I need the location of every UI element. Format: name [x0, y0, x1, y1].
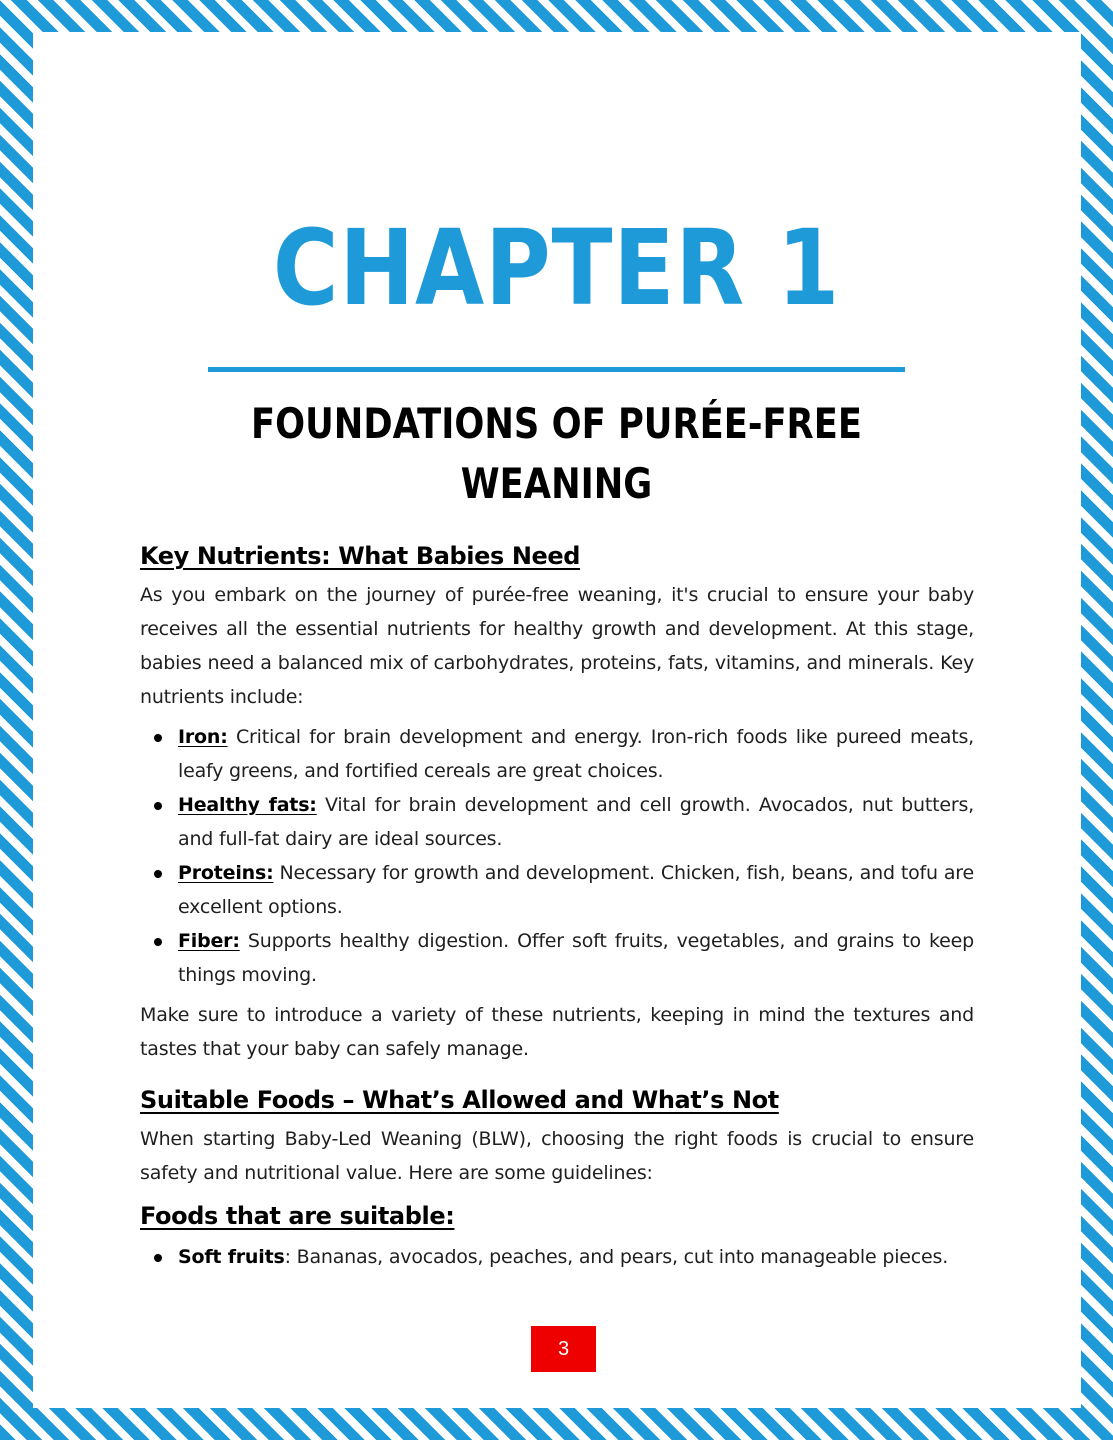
list-item: [140, 720, 974, 788]
nutrient-description: Supports healthy digestion. Offer soft fruits, vegetables, and grains to keep things moving.: [178, 930, 974, 986]
nutrient-description: Vital for brain development and cell growth. Avocados, nut butters, and full-fat dairy are ideal sources.: [178, 794, 974, 850]
bullet-icon: [154, 802, 162, 810]
suitable-foods-subheading: Foods that are suitable:: [140, 1202, 455, 1230]
chapter-subtitle: [89, 394, 1024, 514]
list-item: [140, 924, 974, 992]
list-item: [140, 788, 974, 856]
list-item: [140, 1240, 974, 1274]
key-nutrients-outro: Make sure to introduce a variety of these nutrients, keeping in mind the textures and tastes that your baby can safely manage.: [140, 1004, 974, 1060]
section-heading-suitable-foods: Suitable Foods – What’s Allowed and What’s Not: [140, 1086, 779, 1114]
chapter-title: CHAPTER 1: [272, 207, 841, 329]
page-number: 3: [531, 1326, 596, 1372]
suitable-foods-intro: When starting Baby-Led Weaning (BLW), choosing the right foods is crucial to ensure safety and nutritional value. Here are some guidelines:: [140, 1128, 974, 1184]
bullet-icon: [154, 1254, 162, 1262]
list-item: [140, 856, 974, 924]
subtitle-line-2: WEANING: [460, 459, 653, 508]
nutrient-term: Iron:: [178, 726, 228, 748]
food-term: Soft fruits: [178, 1246, 285, 1268]
suitable-foods-list: [140, 1240, 974, 1274]
key-nutrients-intro: As you embark on the journey of purée-free weaning, it's crucial to ensure your baby receives all the essential nutrients for healthy growth and development. At this stage, babies need a balanced mix of carbohydrates, proteins, fats, vitamins, and minerals. Key nutrients include:: [140, 584, 974, 708]
nutrient-term: Healthy fats:: [178, 794, 317, 816]
nutrient-term: Fiber:: [178, 930, 240, 952]
chapter-content: [140, 538, 974, 1274]
bullet-icon: [154, 870, 162, 878]
bullet-icon: [154, 734, 162, 742]
nutrient-description: Necessary for growth and development. Chicken, fish, beans, and tofu are excellent options.: [178, 862, 974, 918]
nutrient-term: Proteins:: [178, 862, 274, 884]
bullet-icon: [154, 938, 162, 946]
subtitle-line-1: FOUNDATIONS OF PURÉE-FREE: [251, 399, 862, 448]
food-description: : Bananas, avocados, peaches, and pears, cut into manageable pieces.: [284, 1246, 949, 1268]
nutrient-list: [140, 720, 974, 992]
section-heading-key-nutrients: Key Nutrients: What Babies Need: [140, 542, 581, 570]
title-divider: [208, 367, 905, 372]
nutrient-description: Critical for brain development and energy. Iron-rich foods like pureed meats, leafy greens, and fortified cereals are great choices.: [178, 726, 974, 782]
